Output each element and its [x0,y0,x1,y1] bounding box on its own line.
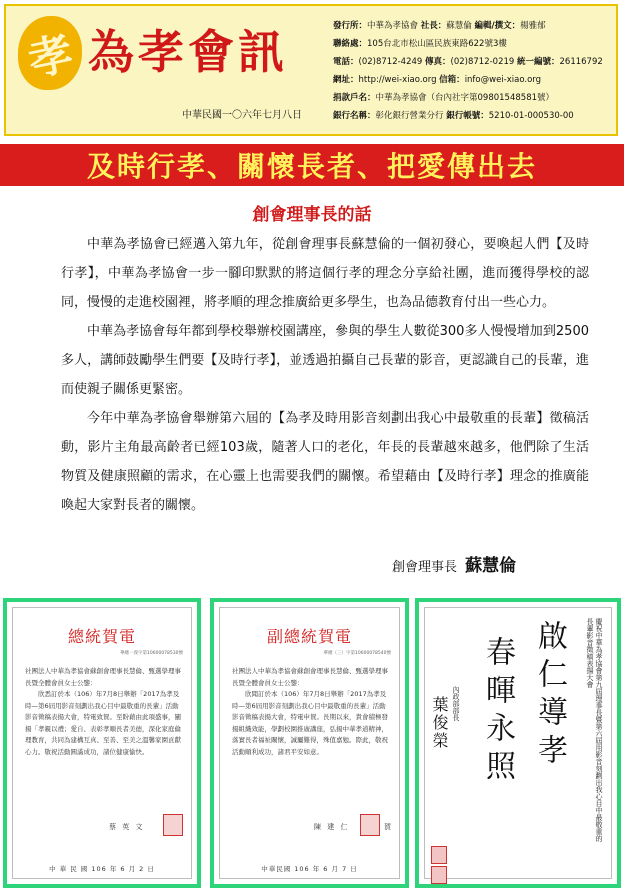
letter-body [25,666,181,758]
letter-signer: 蔡 英 文 [109,823,145,831]
letter-reference: 華總（三）字第10600078540號 [323,651,391,656]
letter-frame [219,607,400,879]
calligraphy-signer-title: 內政部部長 [452,686,460,721]
article-title: 創會理事長的話 [252,205,372,225]
official-seal-icon [163,814,183,836]
letter-addressee: 社團法人中華為孝協會蘇創會理事長慧倫、甄選學理事長暨全體會員女士公鑒： [232,667,388,687]
letter-text: 欣聞訂於本（106）年7月8日舉辦「2017為孝及時—第6屆用影音刻劃出我心目中最敬重的長輩」活動影音徵稿表揚大會，特電申賀。長期以來，貴會積極發揚組織效能，學劃校園推廣講座，弘揚中華孝道精神，落實長者福祉關懷，誠屬難得，殊值嘉勉。際此，敬祝活動順利成功，諸君平安如意。 [232,690,388,756]
unified-number: 26116792 [559,57,603,67]
donation-account-name: 中華為孝協會（台內社字第09801548581號） [375,93,555,103]
letter-text: 欣悉訂於本（106）年7月8日舉辦「2017為孝及時—第6屆用影音刻劃出我心目中最敬重的長輩」活動影音徵稿表揚大會，特電致賀。至盼藉由此項盛事，闡揚「孝親以禮；愛自、表彰孝順長者美德，深化家庭倫理教育，共同為建構互真、至善、至美之溫馨家園貢獻心力。敬祝活動圓滿成功，諸位健康愉快。 [25,690,181,756]
masthead-title: 為孝會訊 [88,25,288,79]
letter-date: 中華民國 106 年 6 月 7 日 [261,865,358,873]
letter-date: 中 華 民 國 106 年 6 月 2 日 [49,865,155,873]
article-signature [392,551,516,576]
letter-signer-suffix: 賀 [384,823,393,831]
slogan-banner [0,144,624,186]
bank-name: 彰化銀行營業分行 [375,111,444,121]
signature-name: 蘇慧倫 [465,556,517,576]
email-link[interactable]: info@wei-xiao.org [464,75,542,85]
letter-addressee: 社團法人中華為孝協會蘇創會理事長慧倫、甄選學理事長暨全體會員女士公鑒： [25,667,181,687]
calligraphy-panel [415,598,621,888]
president-letter-panel [3,598,201,888]
president-name: 蘇慧倫 [446,21,472,31]
calligraphy-column-left: 春暉永照 [480,636,515,788]
letter-title: 總統賀電 [67,627,136,646]
phone-number: (02)8712-4249 [358,57,423,67]
fax-number: (02)8712-0219 [450,57,515,67]
newsletter-header [4,4,618,136]
seal-stamp-icon [431,866,447,884]
seal-stamp-icon [431,846,447,864]
issue-date: 中華民國一〇六年七月八日 [182,110,302,121]
article-paragraph: 今年中華為孝協會舉辦第六屆的【為孝及時用影音刻劃出我心中最敬重的長輩】徵稿活動，影片主角最高齡者已經103歲，隨著人口的老化，年長的長輩越來越多，他們除了生活物質及健康照顧的需求，在心靈上也需要我們的關懷。希望藉由【及時行孝】理念的推廣能喚起大家對長者的關懷。 [61,411,589,513]
letter-frame [12,607,192,879]
letter-reference: 華總一義字第10600078530號 [120,651,183,656]
logo-seal-icon: 孝 [18,16,82,90]
contact-address: 105台北市松山區民族東路622號3樓 [367,39,507,49]
slogan-text: 及時行孝、關懷長者、把愛傳出去 [86,150,537,183]
publisher-info: 發行所：中華為孝協會 社長：蘇慧倫 編輯/撰文：楊雅郁 聯絡處：105台北市松山區民族東路622號3樓 電話：(02)8712-4249 傳真：(02)8712-0219 統一編號：26116792 網址：http://wei-xiao.org 信箱：info@wei-xiao.org 捐款戶名：中華為孝協會（台內社字第09801548581號） 銀行名稱：彰化銀行營業分行 銀行帳號：5210-01-000530-00 [333,21,603,121]
bank-account: 5210-01-000530-00 [488,111,574,121]
article-paragraph: 中華為孝協會已經邁入第九年，從創會理事長蘇慧倫的一個初發心，要喚起人們【及時行孝】，中華為孝協會一步一腳印默默的將這個行孝的理念分享給社團，進而獲得學校的認同，慢慢的走進校園裡，將孝順的理念推廣給更多學生，也為品德教育付出一些心力。 [61,237,589,310]
signature-role: 創會理事長 [392,560,458,575]
article-body [61,230,589,520]
website-link[interactable]: http://wei-xiao.org [358,75,437,85]
letter-body [232,666,389,758]
calligraphy-inscription: 慶祝中華為孝協會第九屆理事長暨第六屆用影音刻劃出我心目中最敬重的長輩影音徵稿表揚大會 [586,618,603,842]
publisher-name: 中華為孝協會 [367,21,419,31]
letter-title: 副總統賀電 [266,627,352,646]
calligraphy-column-right: 啟仁導孝 [532,620,567,772]
editor-name: 楊雅郁 [520,21,546,31]
letter-signer: 陳 建 仁 [314,823,350,831]
calligraphy-frame [424,607,612,879]
calligraphy-signer: 葉俊榮 [430,696,449,750]
article-paragraph: 中華為孝協會每年都到學校舉辦校園講座，參與的學生人數從300多人慢慢增加到2500多人，講師鼓勵學生們要【及時行孝】，並透過拍攝自己長輩的影音，更認識自己的長輩，進而使親子關係更緊密。 [61,324,589,397]
vice-president-letter-panel [210,598,409,888]
official-seal-icon [360,814,380,836]
